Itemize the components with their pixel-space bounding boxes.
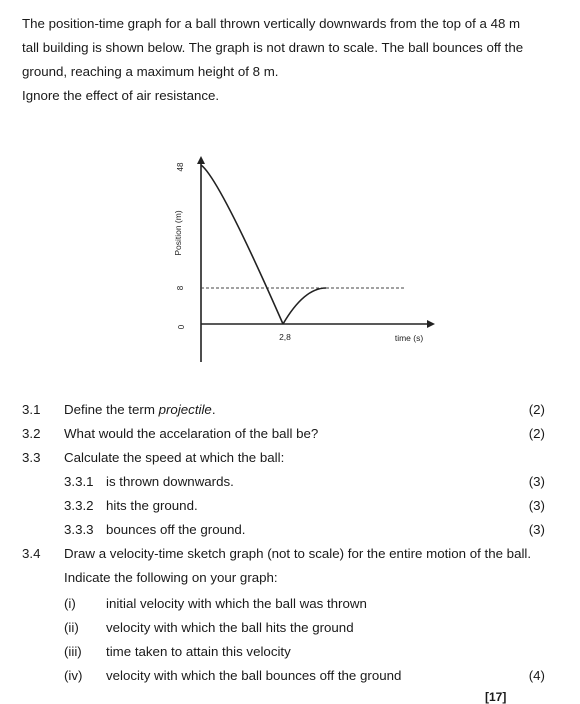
question-number: (iv) (64, 668, 83, 683)
y-axis-label: Position (m) (173, 210, 183, 256)
question-number: 3.3.1 (64, 474, 94, 489)
descent-curve (201, 165, 283, 324)
y-tick-8: 8 (176, 285, 185, 291)
intro-line-4: Ignore the effect of air resistance. (22, 88, 220, 103)
question-text-part: Define the term (64, 402, 159, 417)
intro-line-2: tall building is shown below. The graph is not drawn to scale. The ball bounces off the (22, 40, 524, 55)
question-number: 3.3.2 (64, 498, 94, 513)
question-text: What would the accelaration of the ball be? (64, 426, 319, 441)
question-text: Calculate the speed at which the ball: (64, 450, 285, 465)
marks: (3) (528, 474, 545, 489)
marks: (4) (528, 668, 545, 683)
marks: (3) (528, 498, 545, 513)
question-number: 3.3.3 (64, 522, 94, 537)
question-text: is thrown downwards. (106, 474, 234, 489)
x-tick-2-8: 2,8 (279, 332, 291, 342)
total-marks: [17] (485, 690, 507, 704)
question-text: time taken to attain this velocity (106, 644, 291, 659)
question-number: (i) (64, 596, 76, 611)
bounce-curve (283, 288, 326, 324)
intro-line-3: ground, reaching a maximum height of 8 m. (22, 64, 279, 79)
marks: (2) (528, 426, 545, 441)
question-text: hits the ground. (106, 498, 198, 513)
question-text: bounces off the ground. (106, 522, 246, 537)
marks: (3) (528, 522, 545, 537)
question-text (64, 402, 216, 418)
question-number: 3.3 (22, 450, 41, 465)
question-text: velocity with which the ball bounces off the ground (106, 668, 402, 683)
question-number: (ii) (64, 620, 79, 635)
question-number: 3.4 (22, 546, 41, 561)
question-text: velocity with which the ball hits the ground (106, 620, 354, 635)
question-emphasis: projectile (158, 402, 212, 417)
marks: (2) (528, 402, 545, 417)
question-number: 3.1 (22, 402, 41, 417)
x-axis-label: time (s) (394, 333, 424, 343)
question-number: 3.2 (22, 426, 41, 441)
question-text: initial velocity with which the ball was thrown (106, 596, 367, 611)
question-text: Draw a velocity-time sketch graph (not to scale) for the entire motion of the ball. (64, 546, 532, 561)
question-number: (iii) (64, 644, 82, 659)
y-tick-0: 0 (177, 324, 186, 330)
question-text-part: . (211, 402, 216, 417)
y-tick-48: 48 (176, 162, 185, 172)
question-text: Indicate the following on your graph: (64, 570, 278, 585)
intro-line-1: The position-time graph for a ball thrown vertically downwards from the top of a 48 m (22, 16, 521, 31)
